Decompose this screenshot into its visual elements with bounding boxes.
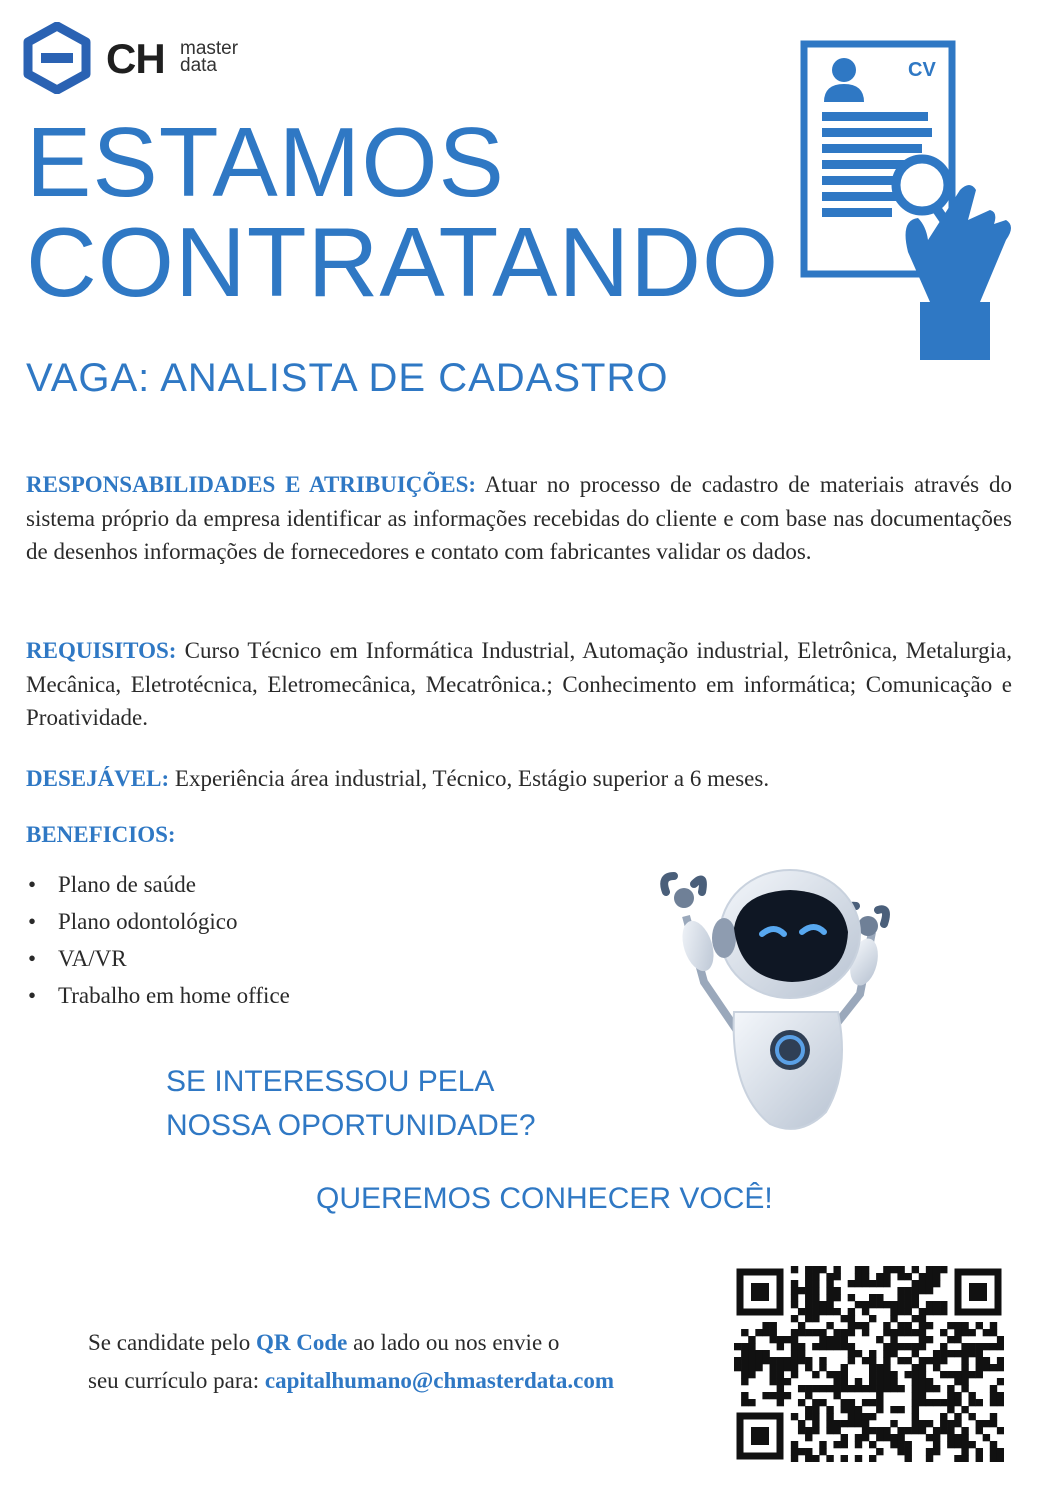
- benefit-item: • VA/VR: [26, 940, 290, 977]
- requirements-label: REQUISITOS:: [26, 638, 177, 663]
- hexagon-logo-icon: [22, 22, 92, 94]
- company-logo: [22, 22, 272, 94]
- responsibilities-label: RESPONSABILIDADES E ATRIBUIÇÕES:: [26, 472, 477, 497]
- apply-text-2: ao lado ou nos envie o: [347, 1330, 560, 1355]
- benefit-item: • Trabalho em home office: [26, 977, 290, 1014]
- desirable-text: Experiência área industrial, Técnico, Estágio superior a 6 meses.: [169, 766, 770, 791]
- logo-sub-line1: master: [180, 38, 239, 59]
- benefits-title: BENEFICIOS:: [26, 822, 176, 847]
- cv-magnifier-hand-icon: [800, 40, 1020, 370]
- logo-brand: CH: [106, 35, 165, 82]
- cta-line2: NOSSA OPORTUNIDADE?: [166, 1109, 536, 1142]
- benefit-item: • Plano de saúde: [26, 866, 290, 903]
- job-title: VAGA: ANALISTA DE CADASTRO: [26, 356, 669, 400]
- apply-text-3: seu currículo para:: [88, 1368, 265, 1393]
- responsibilities-paragraph: [26, 468, 1012, 569]
- desirable-paragraph: [26, 762, 1012, 796]
- qr-code-icon[interactable]: [734, 1266, 1004, 1462]
- responsibilities-text: Atuar no processo de cadastro de materiais através do sistema próprio da empresa identificar as informações recebidas do cliente e com base nas documentações de desenhos informações de fornecedores e contato com fabricantes validar os dados.: [26, 472, 1012, 564]
- cta-line1: SE INTERESSOU PELA: [166, 1065, 495, 1098]
- logo-sub-line2: data: [180, 55, 217, 76]
- requirements-paragraph: [26, 634, 1012, 735]
- headline-line2: CONTRATANDO: [26, 207, 780, 317]
- cta-statement: QUEREMOS CONHECER VOCÊ!: [316, 1182, 773, 1215]
- email-link[interactable]: capitalhumano@chmasterdata.com: [264, 1368, 615, 1393]
- apply-text-1: Se candidate pelo: [88, 1330, 256, 1355]
- robot-mascot-icon: [650, 862, 900, 1142]
- qr-code-label: QR Code: [255, 1330, 348, 1355]
- benefit-item: • Plano odontológico: [26, 903, 290, 940]
- headline-line1: ESTAMOS: [26, 107, 505, 217]
- requirements-text: Curso Técnico em Informática Industrial, Automação industrial, Eletrônica, Metalurgia, Mecânica, Eletrotécnica, Eletromecânica, Mecatrônica.; Conhecimento em informática; Comunicação e Proatividade.: [26, 638, 1012, 730]
- headline: [26, 107, 780, 317]
- cta-question: [166, 1060, 536, 1148]
- logo-subtitle: [180, 40, 238, 74]
- cv-badge: CV: [908, 59, 936, 81]
- benefits-list: [26, 866, 290, 1014]
- desirable-label: DESEJÁVEL:: [26, 766, 170, 791]
- apply-instructions: [88, 1324, 614, 1400]
